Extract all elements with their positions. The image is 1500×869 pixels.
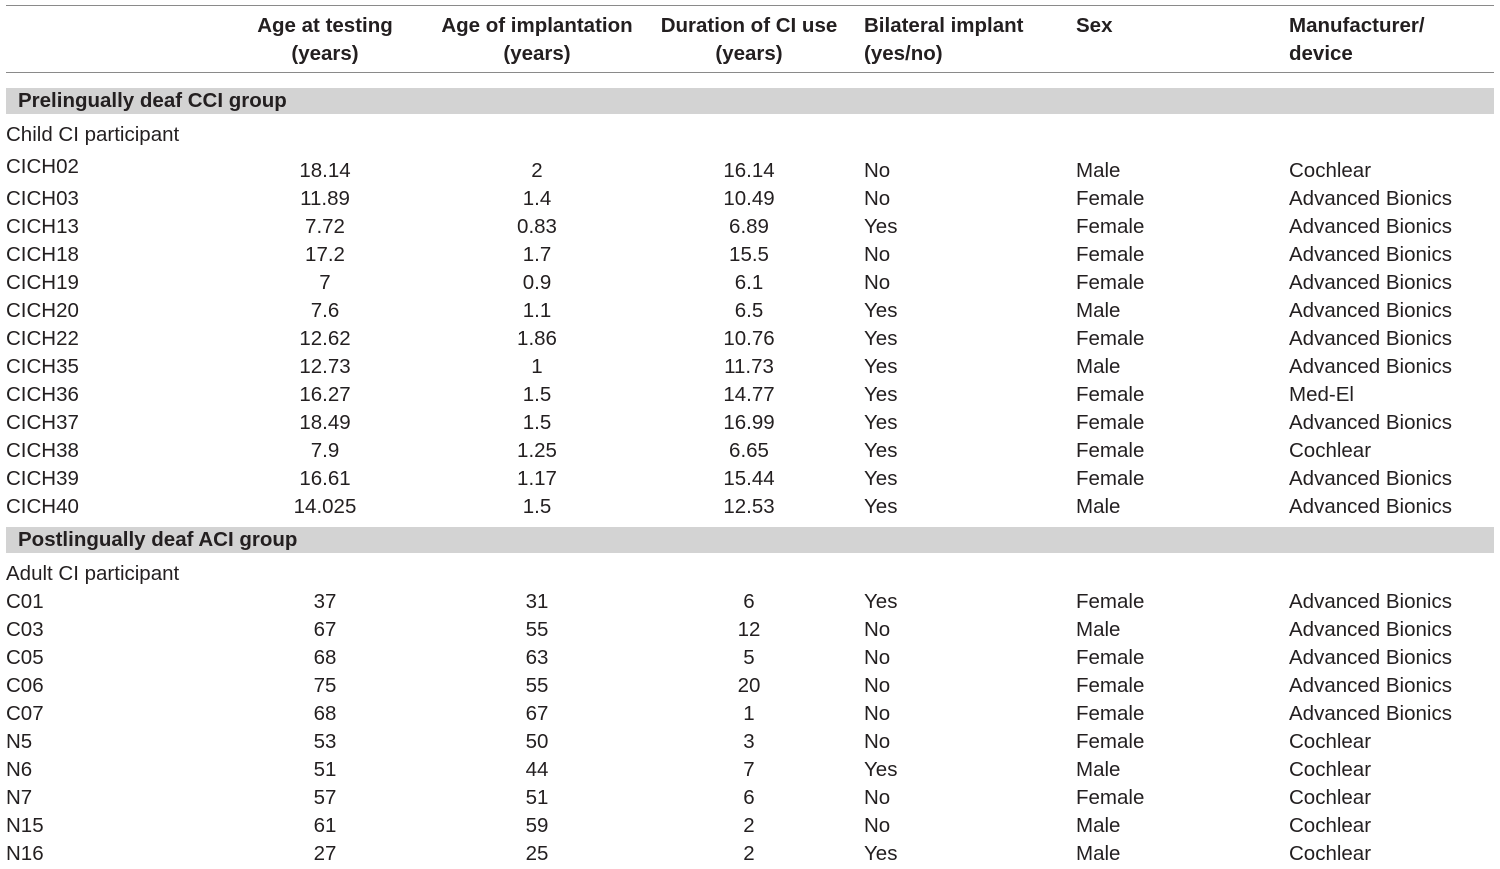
cell-duration-of-ci-use: 16.14 bbox=[723, 159, 775, 182]
cell-manufacturer: Advanced Bionics bbox=[1289, 467, 1452, 490]
group-subtitle: Child CI participant bbox=[6, 123, 180, 146]
cell-age-at-testing: 7.72 bbox=[305, 215, 345, 238]
group-title: Postlingually deaf ACI group bbox=[18, 528, 298, 551]
cell-age-at-testing: 16.27 bbox=[299, 383, 351, 406]
cell-bilateral-implant: No bbox=[864, 674, 891, 697]
cell-participant-id: CICH36 bbox=[6, 383, 79, 406]
header-line: device bbox=[1289, 42, 1353, 65]
cell-duration-of-ci-use: 2 bbox=[743, 814, 755, 837]
cell-sex: Male bbox=[1076, 355, 1121, 378]
cell-duration-of-ci-use: 12 bbox=[737, 618, 761, 641]
cell-age-of-implantation: 1.25 bbox=[517, 439, 557, 462]
table-row bbox=[0, 784, 1500, 812]
cell-age-at-testing: 61 bbox=[313, 814, 337, 837]
table-row bbox=[0, 616, 1500, 644]
header-line: Bilateral implant bbox=[864, 14, 1024, 37]
table-row bbox=[0, 728, 1500, 756]
cell-manufacturer: Cochlear bbox=[1289, 758, 1372, 781]
cell-sex: Male bbox=[1076, 758, 1121, 781]
cell-age-of-implantation: 2 bbox=[531, 159, 543, 182]
cell-sex: Male bbox=[1076, 618, 1121, 641]
cell-age-at-testing: 18.14 bbox=[299, 159, 351, 182]
cell-manufacturer: Advanced Bionics bbox=[1289, 618, 1452, 641]
cell-age-of-implantation: 0.83 bbox=[517, 215, 557, 238]
cell-sex: Male bbox=[1076, 159, 1121, 182]
cell-age-at-testing: 12.73 bbox=[299, 355, 351, 378]
cell-sex: Female bbox=[1076, 271, 1145, 294]
cell-bilateral-implant: Yes bbox=[864, 467, 898, 490]
header-line: Age at testing bbox=[257, 14, 393, 37]
cell-bilateral-implant: No bbox=[864, 786, 891, 809]
table-row bbox=[0, 213, 1500, 241]
cell-participant-id: N5 bbox=[6, 730, 33, 753]
cell-sex: Male bbox=[1076, 299, 1121, 322]
table-row bbox=[0, 381, 1500, 409]
table-row bbox=[0, 353, 1500, 381]
cell-bilateral-implant: Yes bbox=[864, 327, 898, 350]
cell-age-at-testing: 75 bbox=[313, 674, 337, 697]
cell-participant-id: CICH18 bbox=[6, 243, 79, 266]
cell-manufacturer: Cochlear bbox=[1289, 814, 1372, 837]
cell-sex: Female bbox=[1076, 702, 1145, 725]
cell-manufacturer: Advanced Bionics bbox=[1289, 243, 1452, 266]
cell-sex: Female bbox=[1076, 243, 1145, 266]
cell-bilateral-implant: No bbox=[864, 618, 891, 641]
cell-duration-of-ci-use: 5 bbox=[743, 646, 755, 669]
cell-bilateral-implant: Yes bbox=[864, 355, 898, 378]
cell-age-of-implantation: 25 bbox=[525, 842, 549, 865]
cell-age-of-implantation: 63 bbox=[525, 646, 549, 669]
table-row bbox=[0, 672, 1500, 700]
header-age-of-implantation bbox=[427, 12, 647, 68]
table-row bbox=[0, 465, 1500, 493]
cell-manufacturer: Cochlear bbox=[1289, 786, 1372, 809]
cell-participant-id: CICH39 bbox=[6, 467, 79, 490]
cell-bilateral-implant: Yes bbox=[864, 215, 898, 238]
header-bilateral-implant bbox=[864, 12, 1064, 68]
cell-age-at-testing: 51 bbox=[313, 758, 337, 781]
cell-duration-of-ci-use: 20 bbox=[737, 674, 761, 697]
cell-duration-of-ci-use: 15.5 bbox=[729, 243, 769, 266]
cell-age-of-implantation: 1.86 bbox=[517, 327, 557, 350]
cell-duration-of-ci-use: 7 bbox=[743, 758, 755, 781]
cell-manufacturer: Advanced Bionics bbox=[1289, 674, 1452, 697]
cell-age-at-testing: 14.025 bbox=[293, 495, 357, 518]
cell-bilateral-implant: No bbox=[864, 271, 891, 294]
group-band-postlingual bbox=[6, 527, 1494, 553]
group-title: Prelingually deaf CCI group bbox=[18, 89, 287, 112]
cell-age-at-testing: 53 bbox=[313, 730, 337, 753]
cell-duration-of-ci-use: 15.44 bbox=[723, 467, 775, 490]
cell-participant-id: C03 bbox=[6, 618, 44, 641]
cell-age-at-testing: 7.9 bbox=[310, 439, 340, 462]
cell-age-at-testing: 17.2 bbox=[305, 243, 345, 266]
cell-sex: Male bbox=[1076, 814, 1121, 837]
cell-age-of-implantation: 50 bbox=[525, 730, 549, 753]
cell-bilateral-implant: Yes bbox=[864, 439, 898, 462]
cell-duration-of-ci-use: 6.1 bbox=[734, 271, 764, 294]
table-row bbox=[0, 269, 1500, 297]
cell-age-of-implantation: 0.9 bbox=[522, 271, 552, 294]
cell-manufacturer: Advanced Bionics bbox=[1289, 646, 1452, 669]
header-manufacturer-device bbox=[1289, 12, 1489, 68]
header-age-at-testing bbox=[225, 12, 425, 68]
cell-duration-of-ci-use: 2 bbox=[743, 842, 755, 865]
table-row bbox=[0, 437, 1500, 465]
cell-duration-of-ci-use: 6.5 bbox=[734, 299, 764, 322]
cell-bilateral-implant: Yes bbox=[864, 495, 898, 518]
cell-bilateral-implant: No bbox=[864, 814, 891, 837]
cell-age-of-implantation: 1.17 bbox=[517, 467, 557, 490]
cell-manufacturer: Advanced Bionics bbox=[1289, 327, 1452, 350]
cell-age-of-implantation: 1.5 bbox=[522, 383, 552, 406]
cell-manufacturer: Advanced Bionics bbox=[1289, 187, 1452, 210]
cell-age-at-testing: 18.49 bbox=[299, 411, 351, 434]
table-row bbox=[0, 700, 1500, 728]
table-row bbox=[0, 297, 1500, 325]
cell-participant-id: CICH02 bbox=[6, 155, 79, 178]
cell-participant-id: N15 bbox=[6, 814, 44, 837]
cell-bilateral-implant: Yes bbox=[864, 383, 898, 406]
cell-age-of-implantation: 67 bbox=[525, 702, 549, 725]
cell-participant-id: CICH35 bbox=[6, 355, 79, 378]
header-line: Sex bbox=[1076, 14, 1113, 37]
cell-age-at-testing: 16.61 bbox=[299, 467, 351, 490]
cell-age-of-implantation: 44 bbox=[525, 758, 549, 781]
table-row bbox=[0, 325, 1500, 353]
cell-manufacturer: Advanced Bionics bbox=[1289, 355, 1452, 378]
cell-duration-of-ci-use: 1 bbox=[743, 702, 755, 725]
cell-manufacturer: Advanced Bionics bbox=[1289, 271, 1452, 294]
cell-age-of-implantation: 31 bbox=[525, 590, 549, 613]
cell-sex: Female bbox=[1076, 327, 1145, 350]
table-row bbox=[0, 157, 1500, 185]
cell-age-of-implantation: 1.5 bbox=[522, 495, 552, 518]
table-row bbox=[0, 409, 1500, 437]
cell-participant-id: CICH40 bbox=[6, 495, 79, 518]
cell-participant-id: CICH38 bbox=[6, 439, 79, 462]
cell-sex: Male bbox=[1076, 842, 1121, 865]
cell-sex: Female bbox=[1076, 383, 1145, 406]
cell-age-of-implantation: 59 bbox=[525, 814, 549, 837]
cell-manufacturer: Advanced Bionics bbox=[1289, 702, 1452, 725]
cell-participant-id: N6 bbox=[6, 758, 33, 781]
cell-age-of-implantation: 1.7 bbox=[522, 243, 552, 266]
cell-manufacturer: Advanced Bionics bbox=[1289, 495, 1452, 518]
cell-participant-id: N7 bbox=[6, 786, 33, 809]
cell-participant-id: C01 bbox=[6, 590, 44, 613]
cell-duration-of-ci-use: 12.53 bbox=[723, 495, 775, 518]
cell-participant-id: CICH22 bbox=[6, 327, 79, 350]
cell-duration-of-ci-use: 6.89 bbox=[729, 215, 769, 238]
cell-bilateral-implant: No bbox=[864, 702, 891, 725]
cell-duration-of-ci-use: 10.76 bbox=[723, 327, 775, 350]
cell-sex: Female bbox=[1076, 411, 1145, 434]
header-line: (years) bbox=[503, 42, 571, 65]
cell-bilateral-implant: No bbox=[864, 187, 891, 210]
header-bottom-rule bbox=[6, 72, 1494, 73]
table-row bbox=[0, 588, 1500, 616]
cell-bilateral-implant: Yes bbox=[864, 299, 898, 322]
header-line: (years) bbox=[291, 42, 359, 65]
cell-age-at-testing: 11.89 bbox=[300, 187, 350, 210]
header-line: Duration of CI use bbox=[660, 14, 838, 37]
cell-age-at-testing: 12.62 bbox=[299, 327, 351, 350]
cell-duration-of-ci-use: 11.73 bbox=[724, 355, 774, 378]
cell-manufacturer: Advanced Bionics bbox=[1289, 299, 1452, 322]
table-row bbox=[0, 840, 1500, 868]
cell-sex: Female bbox=[1076, 439, 1145, 462]
cell-duration-of-ci-use: 16.99 bbox=[723, 411, 775, 434]
table-top-rule bbox=[6, 5, 1494, 6]
cell-bilateral-implant: No bbox=[864, 646, 891, 669]
cell-age-at-testing: 68 bbox=[313, 646, 337, 669]
cell-participant-id: CICH03 bbox=[6, 187, 79, 210]
cell-participant-id: C05 bbox=[6, 646, 44, 669]
cell-sex: Female bbox=[1076, 187, 1145, 210]
cell-participant-id: CICH13 bbox=[6, 215, 79, 238]
cell-bilateral-implant: No bbox=[864, 159, 891, 182]
cell-manufacturer: Cochlear bbox=[1289, 439, 1372, 462]
cell-sex: Female bbox=[1076, 674, 1145, 697]
cell-participant-id: N16 bbox=[6, 842, 44, 865]
cell-manufacturer: Advanced Bionics bbox=[1289, 215, 1452, 238]
cell-sex: Female bbox=[1076, 467, 1145, 490]
cell-duration-of-ci-use: 6.65 bbox=[729, 439, 769, 462]
cell-age-at-testing: 7 bbox=[319, 271, 331, 294]
header-line: (years) bbox=[715, 42, 783, 65]
cell-bilateral-implant: Yes bbox=[864, 842, 898, 865]
cell-manufacturer: Advanced Bionics bbox=[1289, 590, 1452, 613]
cell-sex: Female bbox=[1076, 215, 1145, 238]
header-duration-of-ci-use bbox=[644, 12, 854, 68]
table-row bbox=[0, 493, 1500, 521]
cell-duration-of-ci-use: 6 bbox=[743, 786, 755, 809]
cell-sex: Female bbox=[1076, 786, 1145, 809]
cell-participant-id: CICH20 bbox=[6, 299, 79, 322]
cell-bilateral-implant: Yes bbox=[864, 590, 898, 613]
header-line: (yes/no) bbox=[864, 42, 943, 65]
cell-bilateral-implant: Yes bbox=[864, 758, 898, 781]
cell-age-of-implantation: 55 bbox=[525, 674, 549, 697]
cell-age-of-implantation: 1.5 bbox=[522, 411, 552, 434]
cell-participant-id: CICH37 bbox=[6, 411, 79, 434]
cell-sex: Male bbox=[1076, 495, 1121, 518]
cell-duration-of-ci-use: 10.49 bbox=[723, 187, 775, 210]
cell-age-of-implantation: 1.4 bbox=[522, 187, 552, 210]
cell-age-of-implantation: 51 bbox=[525, 786, 549, 809]
cell-manufacturer: Advanced Bionics bbox=[1289, 411, 1452, 434]
cell-sex: Female bbox=[1076, 590, 1145, 613]
group-band-prelingual bbox=[6, 88, 1494, 114]
cell-bilateral-implant: No bbox=[864, 243, 891, 266]
cell-bilateral-implant: Yes bbox=[864, 411, 898, 434]
cell-age-at-testing: 27 bbox=[313, 842, 337, 865]
header-sex bbox=[1076, 12, 1176, 40]
table-row bbox=[0, 756, 1500, 784]
cell-duration-of-ci-use: 6 bbox=[743, 590, 755, 613]
cell-manufacturer: Med-El bbox=[1289, 383, 1354, 406]
cell-age-at-testing: 68 bbox=[313, 702, 337, 725]
cell-manufacturer: Cochlear bbox=[1289, 159, 1372, 182]
cell-age-at-testing: 67 bbox=[313, 618, 337, 641]
cell-age-at-testing: 37 bbox=[313, 590, 337, 613]
table-row bbox=[0, 185, 1500, 213]
cell-sex: Female bbox=[1076, 730, 1145, 753]
group-subtitle: Adult CI participant bbox=[6, 562, 180, 585]
header-line: Manufacturer/ bbox=[1289, 14, 1425, 37]
table-row bbox=[0, 241, 1500, 269]
table-row bbox=[0, 812, 1500, 840]
cell-age-at-testing: 7.6 bbox=[310, 299, 340, 322]
table-row bbox=[0, 644, 1500, 672]
cell-duration-of-ci-use: 3 bbox=[743, 730, 755, 753]
cell-age-of-implantation: 55 bbox=[525, 618, 549, 641]
cell-manufacturer: Cochlear bbox=[1289, 842, 1372, 865]
cell-participant-id: C06 bbox=[6, 674, 44, 697]
cell-age-of-implantation: 1 bbox=[531, 355, 543, 378]
cell-sex: Female bbox=[1076, 646, 1145, 669]
cell-participant-id: C07 bbox=[6, 702, 44, 725]
header-line: Age of implantation bbox=[441, 14, 633, 37]
cell-duration-of-ci-use: 14.77 bbox=[723, 383, 775, 406]
cell-participant-id: CICH19 bbox=[6, 271, 79, 294]
cell-manufacturer: Cochlear bbox=[1289, 730, 1372, 753]
cell-age-at-testing: 57 bbox=[313, 786, 337, 809]
cell-bilateral-implant: No bbox=[864, 730, 891, 753]
cell-age-of-implantation: 1.1 bbox=[522, 299, 552, 322]
